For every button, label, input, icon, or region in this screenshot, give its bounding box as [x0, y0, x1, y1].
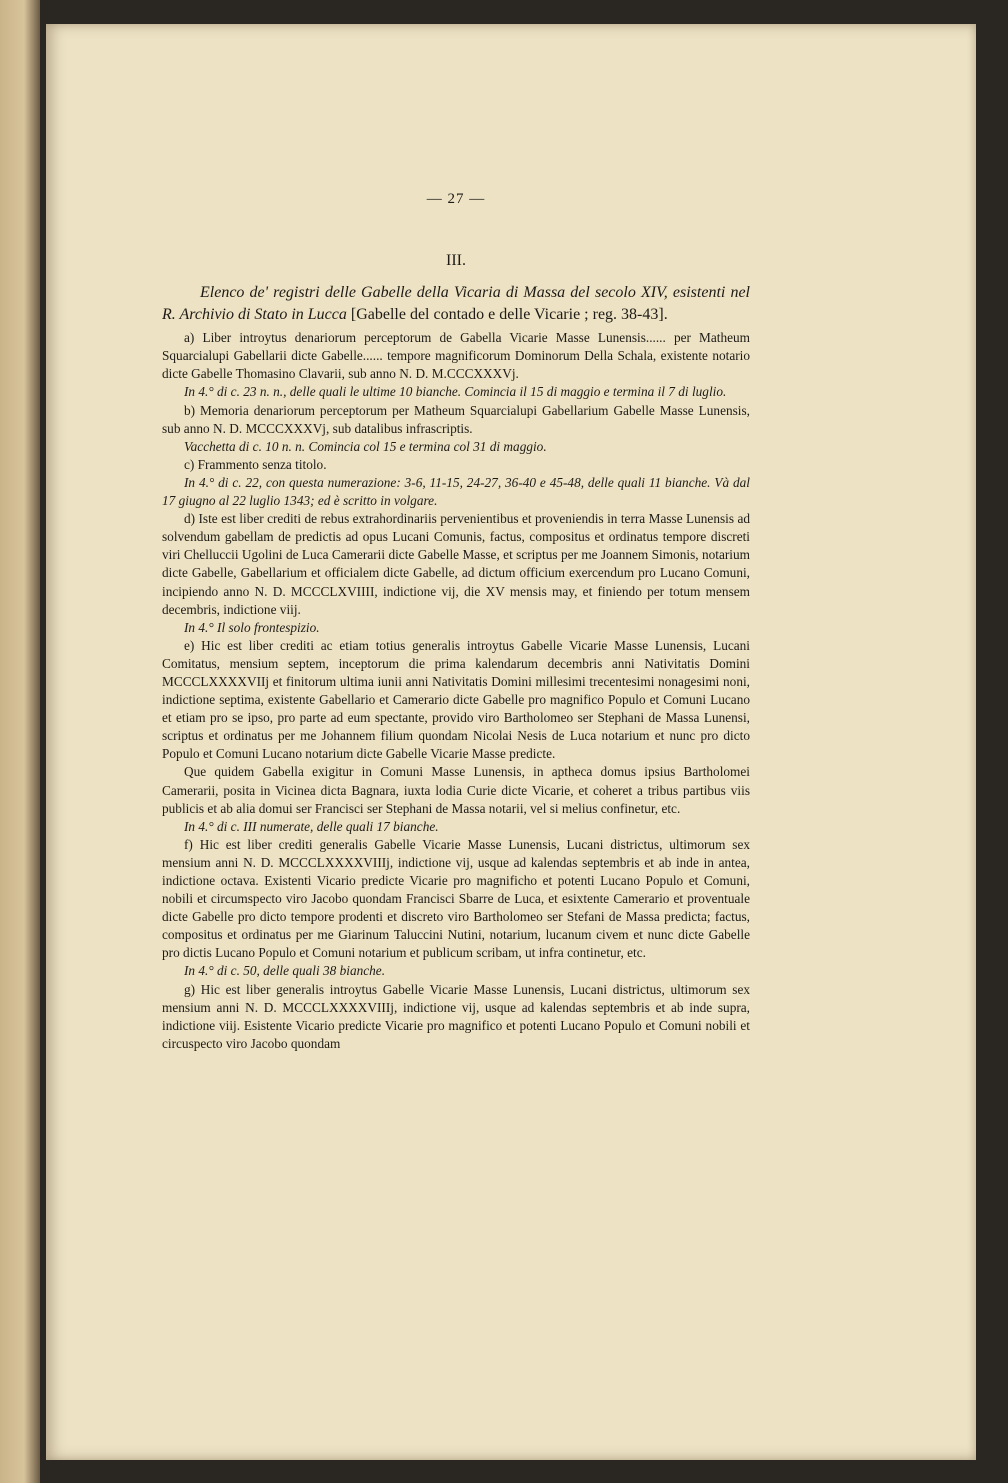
- page-number: — 27 —: [426, 191, 486, 207]
- section-heading: [162, 282, 750, 326]
- register-paragraph: g) Hic est liber generalis introytus Gabelle Vicarie Masse Lunensis, Lucani districtus, ultimorum sex mensium anni N. D. MCCCLXXXXVIIIj, indictione vij, usque ad kalendas septembris et ab inde supra, indictione viij. Esistente Vicario predicte Vicarie pro magnifico et potenti Lucano Populo et Comuni nobili et circuspecto viro Jacobo quondam: [162, 981, 750, 1051]
- register-paragraph: b) Memoria denariorum perceptorum per Matheum Squarcialupi Gabellarium Gabelle Masse Lunensis, sub anno N. D. MCCCXXXVj, sub datalibus infrascriptis.: [162, 402, 750, 436]
- register-paragraph: f) Hic est liber crediti generalis Gabelle Vicarie Masse Lunensis, Lucani districtus, ultimorum sex mensium anni N. D. MCCCLXXXXVIIIj, indictione vij, usque ad kalendas septembris et ab inde in antea, indictione octava. Existenti Vicario predicte Vicarie pro magnificho et potenti Lucano Populo et Comuni, nobili et circumspecto viro Jacobo quondam Francisci Sbarre de Luca, et esixtente Camerario et proventuale dicte Gabelle pro dicto tempore prodenti et discreto viro Bartholomeo ser Stefani de Massa predicta; factus, compositus et ordinatus per me Giarinum Taluccini Nutini, notarium, lucanum civem et nunc dicte Gabelle pro dictis Lucano Populo et Comuni notarium et publicum scribam, ut infra continetur, etc.: [162, 836, 750, 961]
- register-paragraph: d) Iste est liber crediti de rebus extrahordinariis pervenientibus et proveniendis in terra Masse Lunensis ad solvendum gabellam de predictis ad opus Lucani Comunis, factus, compositus et ordinatus tempore discreti viri Chelluccii Ugolini de Luca Camerarii dicte Gabelle Masse, et scriptus per me Joannem Simonis, notarium dicte Gabelle, Gabellarium et officialem dicte Gabelle, ad dictum officium exercendum pro Lucano Comuni, incipiendo anno N. D. MCCCLXVIIII, indictione vij, die XV mensis may, et finiendo per totum mensem decembris, indictione viij.: [162, 511, 750, 617]
- description-paragraph: In 4.° di c. III numerate, delle quali 17 bianche.: [184, 818, 439, 834]
- body-paragraphs: [162, 329, 750, 1053]
- register-paragraph: e) Hic est liber crediti ac etiam totius generalis introytus Gabelle Vicarie Masse Lunensis, Lucani Comitatus, mensium septem, inceptorum die prima kalendarum decembris anni Nativitatis Domini MCCCLXXXXVIIj et finitorum ultima iunii anni Nativitatis Domini millesimi trecentesimi nonagesimi noni, indictione septima, existente Gabellario et Camerario dicte Gabelle pro magnifico Populo et Comuni Lucano et etiam pro se ipso, pro parte ad eum spectante, provido viro Bartholomeo ser Stephani de Massa Lunensi, scriptus et ordinatus per me Johannem filium quondam Nicolai Nesis de Luca notarium et nunc pro dicto Populo et Comuni Lucano notarium dicte Gabelle Vicarie Masse predicte.: [162, 637, 750, 762]
- book-page: [46, 24, 976, 1460]
- heading-reference: [Gabelle del contado e delle Vicarie ; reg. 38-43].: [346, 306, 668, 324]
- description-paragraph: In 4.° di c. 23 n. n., delle quali le ultime 10 bianche. Comincia il 15 di maggio e termina il 7 di luglio.: [184, 384, 727, 400]
- register-paragraph: c) Frammento senza titolo.: [184, 456, 327, 472]
- description-paragraph: Vacchetta di c. 10 n. n. Comincia col 15 e termina col 31 di maggio.: [184, 438, 547, 454]
- description-paragraph: In 4.° di c. 50, delle quali 38 bianche.: [184, 963, 386, 979]
- facing-page-edge: [0, 0, 40, 1483]
- register-paragraph: Que quidem Gabella exigitur in Comuni Masse Lunensis, in aptheca domus ipsius Bartholomei Camerarii, posita in Vicinea dicta Bagnara, iuxta lodia Curie dicte Vicarie, et coheret a tribus partibus viis publicis et ab alia domui ser Francisci ser Stephani de Massa notarii, vel si melius confinetur, etc.: [162, 764, 750, 816]
- description-paragraph: In 4.° Il solo frontespizio.: [184, 619, 320, 635]
- page-text: [162, 190, 750, 1053]
- register-paragraph: a) Liber introytus denariorum perceptorum de Gabella Vicarie Masse Lunensis...... per Matheum Squarcialupi Gabellarii dicte Gabelle...... tempore magnificorum Dominorum Della Schala, existente notario dicte Gabelle Thomasino Clavarii, sub anno N. D. M.CCCXXXVj.: [162, 330, 750, 382]
- section-number: III.: [446, 252, 466, 270]
- description-paragraph: In 4.° di c. 22, con questa numerazione: 3-6, 11-15, 24-27, 36-40 e 45-48, delle quali 11 bianche. Và dal 17 giugno al 22 luglio 1343; ed è scritto in volgare.: [162, 474, 750, 509]
- heading-title: Elenco de' registri delle Gabelle della Vicaria di Massa del secolo XIV, esistenti nel R. Archivio di Stato in Lucca: [162, 284, 750, 324]
